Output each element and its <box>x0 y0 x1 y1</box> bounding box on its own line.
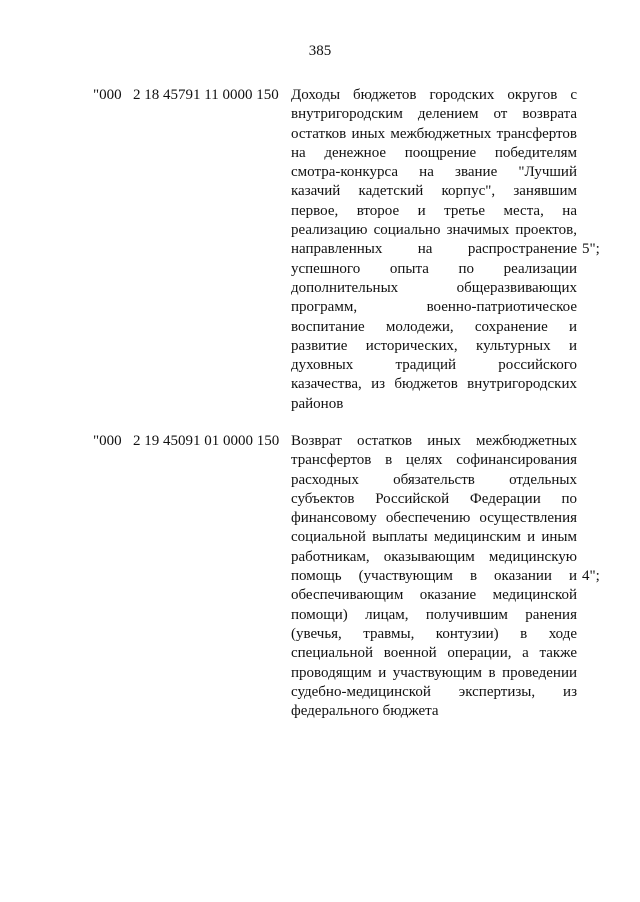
description-line: программ, военно-патриотическое <box>291 299 577 316</box>
entry-code-number: 2 18 45791 11 0000 150 <box>133 87 279 103</box>
entry-description <box>291 86 577 414</box>
description-line: работникам, оказывающим медицинскую <box>291 548 577 565</box>
description-line: дополнительных общеразвивающих <box>291 279 577 296</box>
description-line: направленных на распространение <box>291 241 577 258</box>
description-line: помощи) лицам, получившим ранения <box>291 606 577 623</box>
entry-code <box>93 432 279 451</box>
description-line: Доходы бюджетов городских округов с <box>291 87 577 103</box>
description-line: духовных традиций российского <box>291 357 577 374</box>
description-line: смотра-конкурса на звание "Лучший <box>291 164 577 181</box>
entry-suffix: 4"; <box>582 568 600 585</box>
description-line: внутригородским делением от возврата <box>291 106 577 123</box>
description-line: казачий кадетский корпус", занявшим <box>291 183 577 200</box>
description-line: первое, второе и третье места, на <box>291 202 577 219</box>
description-line: проводящим и участвующим в проведении <box>291 664 577 681</box>
entry-code-prefix: "000 <box>93 433 122 449</box>
description-line: обеспечивающим оказание медицинской <box>291 587 577 604</box>
entry-code-number: 2 19 45091 01 0000 150 <box>133 433 280 449</box>
page-number: 385 <box>308 43 332 59</box>
description-line: помощь (участвующим в оказании и <box>291 568 577 585</box>
description-line: остатков иных межбюджетных трансфертов <box>291 125 577 142</box>
entry-code <box>93 86 279 105</box>
description-line: на денежное поощрение победителям <box>291 144 577 161</box>
description-line: трансфертов в целях софинансирования <box>291 452 577 469</box>
description-line: (увечья, травмы, контузии) в ходе <box>291 625 577 642</box>
description-line: успешного опыта по реализации <box>291 260 577 277</box>
entry-suffix: 5"; <box>582 241 600 258</box>
description-line: районов <box>291 395 344 412</box>
description-line: Возврат остатков иных межбюджетных <box>291 433 577 449</box>
description-line: специальной военной операции, а также <box>291 645 577 662</box>
description-line: социальной выплаты медицинским и иным <box>291 529 577 546</box>
description-line: воспитание молодежи, сохранение и <box>291 318 577 335</box>
description-line: судебно-медицинской экспертизы, из <box>291 683 577 700</box>
description-line: финансовому обеспечению осуществления <box>291 510 577 527</box>
description-line: расходных обязательств отдельных <box>291 471 577 488</box>
entry-code-prefix: "000 <box>93 87 122 103</box>
entry-description <box>291 432 577 721</box>
description-line: реализацию социально значимых проектов, <box>291 222 577 239</box>
description-line: развитие исторических, культурных и <box>291 337 577 354</box>
description-line: казачества, из бюджетов внутригородских <box>291 376 577 393</box>
description-line: федерального бюджета <box>291 703 439 720</box>
description-line: субъектов Российской Федерации по <box>291 490 577 507</box>
